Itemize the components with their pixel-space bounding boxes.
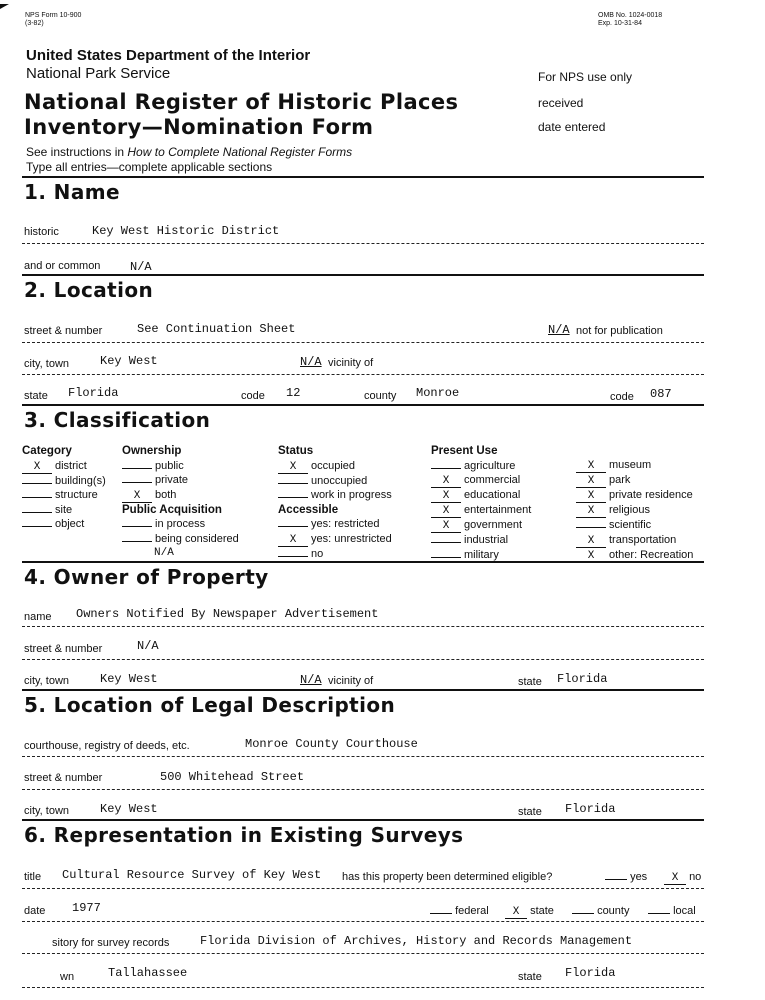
present-use-option xyxy=(431,548,531,563)
ownership-label: private xyxy=(155,474,189,486)
legal-city-label: city, town xyxy=(24,805,70,817)
category-checkmark xyxy=(22,489,52,498)
service-name: National Park Service xyxy=(26,65,171,82)
depository-label: sitory for survey records xyxy=(52,937,170,949)
location-county-code-label: code xyxy=(610,391,634,403)
present-use-label: scientific xyxy=(609,519,652,531)
present-use-option xyxy=(431,459,531,474)
owner-state-value: Florida xyxy=(557,672,608,686)
location-street-value: See Continuation Sheet xyxy=(137,322,296,336)
section-4-rule xyxy=(22,561,704,563)
historic-label: historic xyxy=(24,226,59,238)
present-use-label: park xyxy=(609,474,631,486)
section-3-rule xyxy=(22,404,704,406)
category-label: structure xyxy=(55,489,98,501)
legal-street-line xyxy=(22,789,704,790)
ownership-column xyxy=(122,444,239,561)
nps-use-heading: For NPS use only xyxy=(538,70,633,84)
present-use-checkmark: X xyxy=(576,491,606,503)
acquisition-checkmark xyxy=(122,533,152,542)
owner-name-value: Owners Notified By Newspaper Advertisement xyxy=(76,607,379,621)
accessible-checkmark: X xyxy=(278,535,308,547)
owner-state-label: state xyxy=(518,676,542,688)
common-name-value: N/A xyxy=(130,260,152,274)
present-use-checkmark xyxy=(431,460,461,469)
status-checkmark xyxy=(278,475,308,484)
accessible-option xyxy=(278,532,392,547)
accessible-label: yes: unrestricted xyxy=(311,532,392,545)
survey-local-option xyxy=(648,905,696,917)
location-state-code-value: 12 xyxy=(286,386,301,400)
location-street-line xyxy=(22,342,704,343)
category-label: district xyxy=(55,459,87,472)
present-use-option xyxy=(431,533,531,548)
omb-expiration: Exp. 10-31-84 xyxy=(598,20,642,27)
survey-date-value: 1977 xyxy=(72,901,101,915)
courthouse-line xyxy=(22,756,704,757)
owner-city-label: city, town xyxy=(24,675,70,687)
survey-county-option xyxy=(572,905,629,917)
accessible-option xyxy=(278,547,392,562)
category-option xyxy=(22,459,106,474)
present-use-label: entertainment xyxy=(464,504,532,516)
owner-name-label: name xyxy=(24,611,52,623)
location-county-value: Monroe xyxy=(416,386,460,400)
category-label: building(s) xyxy=(55,474,106,487)
survey-state2-value: Florida xyxy=(565,966,616,980)
owner-vicinity-mark: N/A xyxy=(300,673,322,687)
owner-city-value: Key West xyxy=(100,672,158,686)
present-use-label: commercial xyxy=(464,474,521,486)
accessible-checkmark xyxy=(278,548,308,557)
nps-date-entered-label: date entered xyxy=(538,120,606,134)
accessible-label: no xyxy=(311,547,324,560)
form-number: NPS Form 10-900 xyxy=(25,12,82,19)
present-use-checkmark: X xyxy=(576,476,606,488)
acquisition-label: being considered xyxy=(155,532,239,545)
present-use-label: government xyxy=(464,519,523,531)
category-checkmark xyxy=(22,504,52,513)
legal-state-value: Florida xyxy=(565,802,616,816)
eligible-yes-label: yes xyxy=(630,871,648,883)
status-checkmark xyxy=(278,489,308,498)
category-heading: Category xyxy=(22,445,72,457)
present-use-checkmark: X xyxy=(431,491,461,503)
present-use-label: museum xyxy=(609,459,652,471)
category-option xyxy=(22,517,106,532)
present-use-option xyxy=(431,488,531,503)
status-label: occupied xyxy=(311,459,356,472)
status-option xyxy=(278,488,392,503)
legal-street-value: 500 Whitehead Street xyxy=(160,770,305,784)
present-use-option xyxy=(576,488,693,503)
ownership-heading: Ownership xyxy=(122,445,182,457)
survey-local-blank xyxy=(648,905,670,914)
category-checkmark xyxy=(22,518,52,527)
survey-title-value: Cultural Resource Survey of Key West xyxy=(62,868,322,882)
owner-street-line xyxy=(22,659,704,660)
status-column xyxy=(278,444,392,561)
eligible-no-label: no xyxy=(689,871,702,883)
section-6-heading: 6. Representation in Existing Surveys xyxy=(24,823,464,847)
present-use-option xyxy=(576,458,693,473)
present-use-heading: Present Use xyxy=(431,445,498,457)
legal-street-label: street & number xyxy=(24,772,103,784)
category-label: site xyxy=(55,503,73,516)
present-use-label: religious xyxy=(609,504,650,516)
not-for-publication-label: not for publication xyxy=(576,325,663,337)
instructions-line1 xyxy=(26,145,352,159)
category-checkmark: X xyxy=(22,462,52,474)
present-use-label: military xyxy=(464,548,499,561)
ownership-checkmark xyxy=(122,474,152,483)
eligible-yes-option xyxy=(605,871,647,883)
status-heading: Status xyxy=(278,445,314,457)
survey-title-label: title xyxy=(24,871,42,883)
present-use-checkmark: X xyxy=(576,461,606,473)
ownership-option xyxy=(122,488,239,503)
present-use-label: educational xyxy=(464,489,521,501)
corner-mark xyxy=(0,4,9,9)
ownership-checkmark xyxy=(122,460,152,469)
category-checkmark xyxy=(22,475,52,484)
survey-local-label: local xyxy=(673,905,696,917)
status-label: work in progress xyxy=(311,489,392,501)
instructions-line2: Type all entries—complete applicable sections xyxy=(26,160,273,174)
category-option xyxy=(22,488,106,503)
ownership-checkmark: X xyxy=(122,491,152,503)
present-use-checkmark: X xyxy=(431,476,461,488)
omb-number: OMB No. 1024-0018 xyxy=(598,12,663,19)
accessible-heading: Accessible xyxy=(278,503,339,516)
section-1-rule xyxy=(22,176,704,178)
present-use-option xyxy=(576,518,693,533)
survey-federal-blank xyxy=(430,905,452,914)
eligible-question: has this property been determined eligible? xyxy=(342,871,553,883)
ownership-label: both xyxy=(155,488,177,501)
section-6-rule xyxy=(22,819,704,821)
eligible-no-option xyxy=(664,871,701,885)
courthouse-label: courthouse, registry of deeds, etc. xyxy=(24,740,190,752)
form-title-line2: Inventory—Nomination Form xyxy=(24,115,374,139)
section-5-heading: 5. Location of Legal Description xyxy=(24,693,396,717)
location-city-value: Key West xyxy=(100,354,158,368)
survey-county-blank xyxy=(572,905,594,914)
present-use-column xyxy=(431,444,531,562)
survey-town-line xyxy=(22,987,704,988)
category-option xyxy=(22,474,106,489)
category-column xyxy=(22,444,106,532)
survey-state-label: state xyxy=(530,905,554,917)
accessible-checkmark xyxy=(278,518,308,527)
owner-vicinity-label: vicinity of xyxy=(328,675,374,687)
acquisition-note: N/A xyxy=(154,547,174,559)
form-title-line1: National Register of Historic Places xyxy=(24,90,459,114)
location-city-line xyxy=(22,374,704,375)
acquisition-option xyxy=(122,532,239,547)
survey-town-label: wn xyxy=(60,971,75,983)
present-use-checkmark xyxy=(431,534,461,543)
present-use-checkmark: X xyxy=(431,506,461,518)
location-vicinity-mark: N/A xyxy=(300,355,322,369)
present-use-checkmark: X xyxy=(576,536,606,548)
owner-name-line xyxy=(22,626,704,627)
present-use-label: other: Recreation xyxy=(609,548,694,561)
section-2-heading: 2. Location xyxy=(24,278,154,302)
present-use-option xyxy=(431,503,531,518)
section-2-rule xyxy=(22,274,704,276)
depository-line xyxy=(22,953,704,954)
section-5-rule xyxy=(22,689,704,691)
ownership-label: public xyxy=(155,459,184,472)
present-use-checkmark: X xyxy=(576,551,606,563)
not-for-publication-mark: N/A xyxy=(548,323,570,337)
present-use-checkmark: X xyxy=(431,521,461,533)
present-use-option xyxy=(576,503,693,518)
survey-state-mark: X xyxy=(505,907,527,919)
category-option xyxy=(22,503,106,518)
legal-state-label: state xyxy=(518,806,542,818)
location-county-code-value: 087 xyxy=(650,387,672,401)
status-option xyxy=(278,474,392,489)
owner-street-value: N/A xyxy=(137,639,159,653)
common-name-label: and or common xyxy=(24,260,101,272)
location-state-value: Florida xyxy=(68,386,119,400)
present-use-option xyxy=(576,533,693,548)
present-use-checkmark xyxy=(576,519,606,528)
acquisition-option xyxy=(122,517,239,532)
ownership-option xyxy=(122,459,239,474)
instructions-prefix: See instructions in xyxy=(26,145,128,159)
historic-line xyxy=(22,243,704,244)
location-city-label: city, town xyxy=(24,358,70,370)
ownership-option xyxy=(122,473,239,488)
survey-county-label: county xyxy=(597,905,630,917)
acquisition-checkmark xyxy=(122,518,152,527)
acquisition-heading: Public Acquisition xyxy=(122,503,222,516)
accessible-option xyxy=(278,517,392,532)
location-state-code-label: code xyxy=(241,390,265,402)
owner-street-label: street & number xyxy=(24,643,103,655)
present-use-column-2 xyxy=(576,458,693,563)
survey-title-line xyxy=(22,888,704,889)
legal-city-value: Key West xyxy=(100,802,158,816)
nps-received-label: received xyxy=(538,96,584,110)
depository-value: Florida Division of Archives, History and Records Management xyxy=(200,934,633,948)
status-label: unoccupied xyxy=(311,474,368,487)
section-1-heading: 1. Name xyxy=(24,180,120,204)
location-state-label: state xyxy=(24,390,48,402)
present-use-label: transportation xyxy=(609,533,677,546)
location-street-label: street & number xyxy=(24,325,103,337)
present-use-option xyxy=(576,473,693,488)
status-option xyxy=(278,459,392,474)
location-vicinity-label: vicinity of xyxy=(328,357,374,369)
form-date: (3-82) xyxy=(25,20,44,27)
courthouse-value: Monroe County Courthouse xyxy=(245,737,418,751)
present-use-checkmark xyxy=(431,549,461,558)
historic-value: Key West Historic District xyxy=(92,224,280,238)
instructions-doc: How to Complete National Register Forms xyxy=(127,145,353,159)
section-3-heading: 3. Classification xyxy=(24,408,211,432)
survey-federal-option xyxy=(430,905,489,917)
present-use-option xyxy=(431,473,531,488)
category-label: object xyxy=(55,518,85,530)
location-county-label: county xyxy=(364,390,397,402)
present-use-label: agriculture xyxy=(464,459,516,472)
accessible-label: yes: restricted xyxy=(311,518,380,530)
section-4-heading: 4. Owner of Property xyxy=(24,565,269,589)
present-use-label: industrial xyxy=(464,534,509,546)
present-use-option xyxy=(431,518,531,533)
survey-state2-label: state xyxy=(518,971,542,983)
eligible-yes-blank xyxy=(605,871,627,880)
survey-date-line xyxy=(22,921,704,922)
eligible-no-mark: X xyxy=(664,873,686,885)
survey-federal-label: federal xyxy=(455,905,489,917)
department-name: United States Department of the Interior xyxy=(26,47,311,64)
status-checkmark: X xyxy=(278,462,308,474)
survey-state-option xyxy=(505,905,554,919)
present-use-checkmark: X xyxy=(576,506,606,518)
present-use-label: private residence xyxy=(609,489,693,501)
survey-date-label: date xyxy=(24,905,46,917)
acquisition-label: in process xyxy=(155,518,206,530)
survey-town-value: Tallahassee xyxy=(108,966,188,980)
